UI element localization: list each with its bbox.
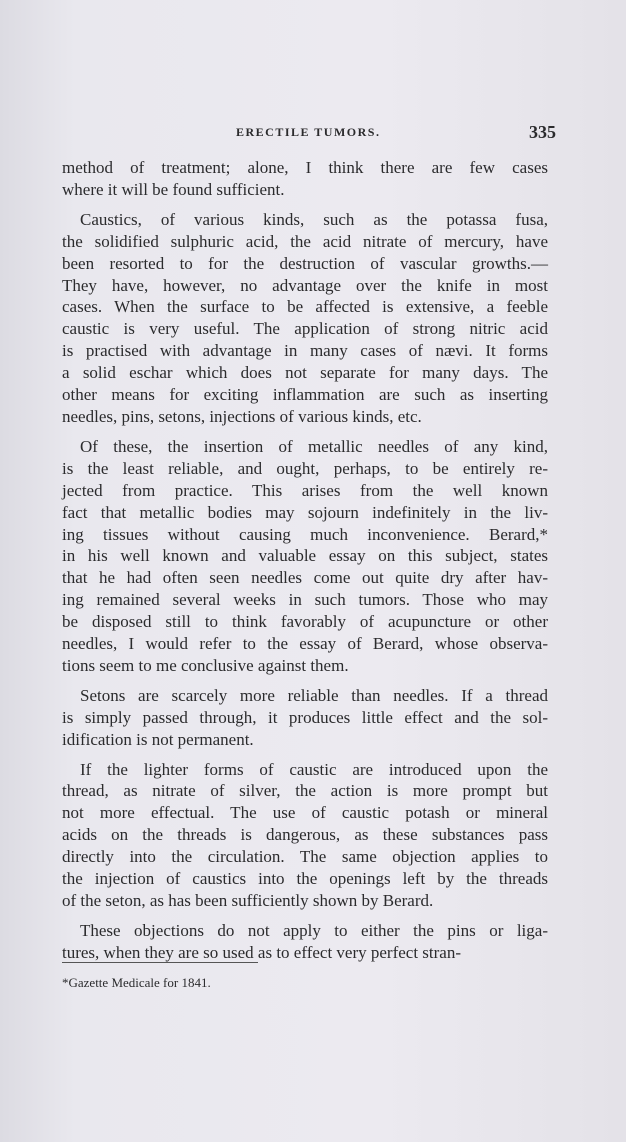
text-line: is simply passed through, it produces little effect and the sol-	[62, 707, 548, 727]
text-line: method of treatment; alone, I think there are few cases	[62, 158, 548, 177]
paragraph	[62, 685, 548, 751]
paragraph	[62, 157, 548, 201]
text-line: been resorted to for the destruction of vascular growths.—	[62, 253, 548, 273]
footnote-divider	[62, 962, 258, 963]
footnote: *Gazette Medicale for 1841.	[62, 975, 211, 990]
text-line: needles, I would refer to the essay of Berard, whose observa-	[62, 634, 548, 654]
text-line: the injection of caustics into the openings left by the threads	[62, 869, 548, 889]
text-line: These objections do not apply to either the pins or liga-	[80, 920, 548, 940]
text-line: ing remained several weeks in such tumors. Those who may	[62, 590, 548, 610]
text-line: Of these, the insertion of metallic needles of any kind,	[80, 436, 548, 456]
text-line: ing tissues without causing much inconvenience. Berard,*	[62, 524, 548, 544]
text-line: of the seton, as has been sufficiently shown by Berard.	[62, 891, 434, 910]
text-line: where it will be found sufficient.	[62, 179, 285, 199]
text-line: acids on the threads is dangerous, as these substances pass	[62, 825, 548, 845]
text-line: They have, however, no advantage over the knife in most	[62, 275, 548, 295]
paragraph	[62, 436, 548, 677]
text-line: is the least reliable, and ought, perhaps, to be entirely re-	[62, 458, 548, 478]
text-line: caustic is very useful. The application of strong nitric acid	[62, 319, 548, 339]
body-text	[62, 157, 548, 972]
text-line: is practised with advantage in many cases of nævi. It forms	[62, 341, 548, 361]
text-line: directly into the circulation. The same objection applies to	[62, 847, 548, 867]
text-line: be disposed still to think favorably of acupuncture or other	[62, 612, 548, 632]
text-line: tions seem to me conclusive against them.	[62, 655, 349, 675]
text-line: that he had often seen needles come out quite dry after hav-	[62, 568, 548, 588]
paragraph	[62, 759, 548, 912]
page-header	[62, 122, 556, 144]
text-line: tures, when they are so used as to effect very perfect stran-	[62, 942, 462, 962]
running-title: ERECTILE TUMORS.	[236, 125, 381, 139]
paragraph	[62, 209, 548, 428]
text-line: needles, pins, setons, injections of various kinds, etc.	[62, 406, 422, 426]
text-line: If the lighter forms of caustic are introduced upon the	[80, 759, 548, 779]
text-line: a solid eschar which does not separate for many days. The	[62, 363, 548, 383]
text-line: Setons are scarcely more reliable than needles. If a thread	[80, 685, 548, 705]
text-line: thread, as nitrate of silver, the action is more prompt but	[62, 781, 548, 801]
text-line: other means for exciting inflammation are such as inserting	[62, 385, 548, 405]
text-line: in his well known and valuable essay on this subject, states	[62, 546, 548, 566]
text-line: idification is not permanent.	[62, 729, 254, 749]
text-line: Caustics, of various kinds, such as the potassa fusa,	[80, 209, 548, 229]
text-line: not more effectual. The use of caustic potash or mineral	[62, 803, 548, 823]
text-line: jected from practice. This arises from the well known	[62, 480, 548, 500]
paragraph	[62, 920, 548, 964]
text-line: cases. When the surface to be affected is extensive, a feeble	[62, 297, 548, 317]
text-line: fact that metallic bodies may sojourn indefinitely in the liv-	[62, 502, 548, 522]
text-line: the solidified sulphuric acid, the acid nitrate of mercury, have	[62, 231, 548, 251]
page-number: 335	[529, 122, 556, 142]
